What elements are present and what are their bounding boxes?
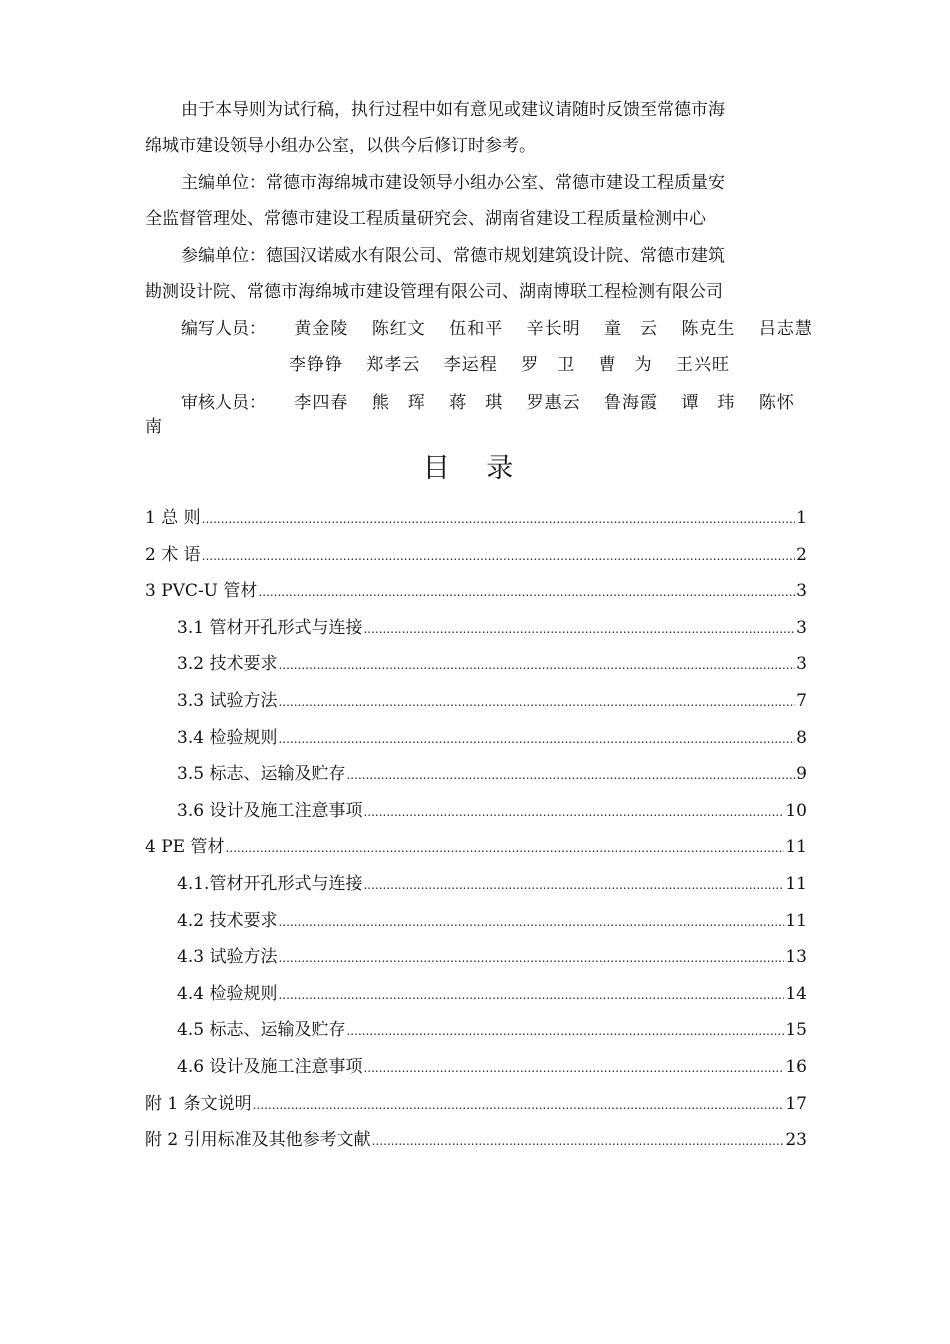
- toc-entry-title: 3.3 试验方法: [177, 690, 278, 711]
- toc-entry-page: 15: [785, 1020, 807, 1041]
- reviewers-row: [145, 385, 825, 413]
- toc-entry-title: 4.1.管材开孔形式与连接: [177, 873, 363, 894]
- reviewers-label: 审核人员：: [181, 393, 266, 413]
- toc-leader-dots: [225, 830, 784, 867]
- text-line: 绵城市建设领导小组办公室，以供今后修订时参考。: [145, 136, 536, 156]
- toc-entry[interactable]: [145, 646, 807, 683]
- text-line: 参编单位：德国汉诺威水有限公司、常德市规划建筑设计院、常德市建筑: [181, 246, 725, 266]
- reviewers-block: [145, 385, 825, 441]
- toc-leader-dots: [363, 1050, 784, 1087]
- toc-entry[interactable]: [145, 537, 807, 574]
- toc-title: 目 录: [422, 453, 528, 484]
- toc-entry-page: 3: [796, 654, 807, 675]
- toc-entry-title: 2 术 语: [145, 544, 201, 565]
- toc-entry[interactable]: [145, 1049, 807, 1086]
- writer-name: 曹 为: [598, 355, 653, 375]
- toc-entry-page: 9: [796, 764, 807, 785]
- toc-entry-title: 附 2 引用标准及其他参考文献: [145, 1130, 371, 1151]
- toc-entry-page: 11: [785, 873, 807, 894]
- toc-entry[interactable]: [145, 903, 807, 940]
- text-line: 勘测设计院、常德市海绵城市建设管理有限公司、湖南博联工程检测有限公司: [145, 282, 723, 302]
- toc-entry[interactable]: [145, 720, 807, 757]
- toc-entry-page: 7: [796, 690, 807, 711]
- reviewer-name: 鲁海霞: [604, 393, 659, 413]
- writer-name: 辛长明: [526, 319, 581, 339]
- toc-entry-page: 10: [785, 800, 807, 821]
- writer-name: 罗 卫: [521, 355, 576, 375]
- reviewer-name: 蒋 琪: [449, 393, 504, 413]
- toc-entry-page: 1: [796, 508, 807, 528]
- toc-entry[interactable]: [145, 500, 807, 537]
- toc-entry[interactable]: [145, 976, 807, 1013]
- toc-leader-dots: [363, 611, 795, 648]
- toc-entry[interactable]: [145, 756, 807, 793]
- writer-name: 陈克生: [681, 319, 736, 339]
- toc-leader-dots: [363, 794, 784, 831]
- participating-units-paragraph: [145, 238, 807, 310]
- toc-entry[interactable]: [145, 1086, 807, 1123]
- toc-entry-title: 3.4 检验规则: [177, 727, 278, 748]
- toc-entry[interactable]: [145, 610, 807, 647]
- toc-leader-dots: [202, 501, 796, 538]
- reviewer-name: 谭 玮: [681, 393, 736, 413]
- toc-leader-dots: [346, 1013, 784, 1050]
- reviewer-name: 熊 珲: [371, 393, 426, 413]
- toc-entry-page: 17: [785, 1093, 807, 1114]
- toc-leader-dots: [346, 757, 795, 794]
- toc-entry-title: 4.4 检验规则: [177, 983, 278, 1004]
- writer-name: 吕志慧: [758, 319, 813, 339]
- reviewer-name: 陈怀: [758, 393, 795, 413]
- reviewer-name-overflow: 南: [145, 417, 162, 437]
- toc-entry-page: 11: [785, 837, 807, 858]
- reviewer-name: 李四春: [294, 393, 349, 413]
- writer-name: 黄金陵: [294, 319, 349, 339]
- toc-entry-title: 1 总 则: [145, 508, 201, 528]
- toc-leader-dots: [278, 721, 795, 758]
- toc-entry-title: 4.5 标志、运输及贮存: [177, 1020, 346, 1041]
- writers-block: [145, 311, 825, 383]
- writers-label: 编写人员：: [181, 319, 266, 339]
- toc-entry-title: 3.2 技术要求: [177, 654, 278, 675]
- toc-entry-title: 附 1 条文说明: [145, 1093, 252, 1114]
- toc-entry-page: 23: [785, 1130, 807, 1151]
- writer-name: 伍和平: [449, 319, 504, 339]
- text-line: 全监督管理处、常德市建设工程质量研究会、湖南省建设工程质量检测中心: [145, 209, 706, 229]
- toc-entry-title: 3.1 管材开孔形式与连接: [177, 617, 363, 638]
- toc-leader-dots: [278, 904, 784, 941]
- toc-entry-title: 4.6 设计及施工注意事项: [177, 1056, 363, 1077]
- toc-leader-dots: [372, 1123, 785, 1160]
- writer-name: 陈红文: [371, 319, 426, 339]
- toc-entry-page: 2: [796, 544, 807, 565]
- toc-entry-page: 14: [785, 983, 807, 1004]
- toc-entry[interactable]: [145, 1122, 807, 1159]
- toc-entry[interactable]: [145, 683, 807, 720]
- toc-leader-dots: [253, 1087, 785, 1124]
- writer-name: 童 云: [604, 319, 659, 339]
- toc-leader-dots: [278, 940, 784, 977]
- toc-entry-page: 11: [785, 910, 807, 931]
- toc-leader-dots: [278, 977, 784, 1014]
- toc-leader-dots: [202, 538, 796, 575]
- toc-entry-page: 8: [796, 727, 807, 748]
- toc-entry[interactable]: [145, 866, 807, 903]
- toc-entry-title: 3 PVC-U 管材: [145, 581, 258, 602]
- toc-leader-dots: [278, 647, 795, 684]
- toc-entry-page: 13: [785, 947, 807, 968]
- chief-editor-units-paragraph: [145, 165, 807, 237]
- toc-leader-dots: [363, 867, 784, 904]
- toc-entry-title: 3.6 设计及施工注意事项: [177, 800, 363, 821]
- toc-entry[interactable]: [145, 1012, 807, 1049]
- writer-name: 李运程: [443, 355, 498, 375]
- writers-row: [145, 347, 825, 383]
- toc-entry-title: 4 PE 管材: [145, 837, 225, 858]
- reviewer-name: 罗惠云: [526, 393, 581, 413]
- toc-leader-dots: [258, 574, 795, 611]
- toc-leader-dots: [278, 684, 795, 721]
- toc-entry-title: 4.3 试验方法: [177, 947, 278, 968]
- preface-feedback-paragraph: [145, 92, 807, 164]
- toc-entry-title: 3.5 标志、运输及贮存: [177, 764, 346, 785]
- toc-entry-page: 3: [796, 581, 807, 602]
- toc-entry-page: 16: [785, 1056, 807, 1077]
- toc-entry-page: 3: [796, 617, 807, 638]
- toc-entry[interactable]: [145, 829, 807, 866]
- writer-name: 郑孝云: [366, 355, 421, 375]
- writers-row: [145, 311, 825, 347]
- writer-name: 李铮铮: [289, 355, 343, 375]
- toc-entry[interactable]: [145, 939, 807, 976]
- text-line: 由于本导则为试行稿，执行过程中如有意见或建议请随时反馈至常德市海: [181, 100, 725, 120]
- toc-entry[interactable]: [145, 573, 807, 610]
- text-line: 主编单位：常德市海绵城市建设领导小组办公室、常德市建设工程质量安: [181, 173, 725, 193]
- table-of-contents: [145, 500, 807, 1159]
- toc-entry[interactable]: [145, 793, 807, 830]
- writer-name: 王兴旺: [676, 355, 731, 375]
- toc-entry-title: 4.2 技术要求: [177, 910, 278, 931]
